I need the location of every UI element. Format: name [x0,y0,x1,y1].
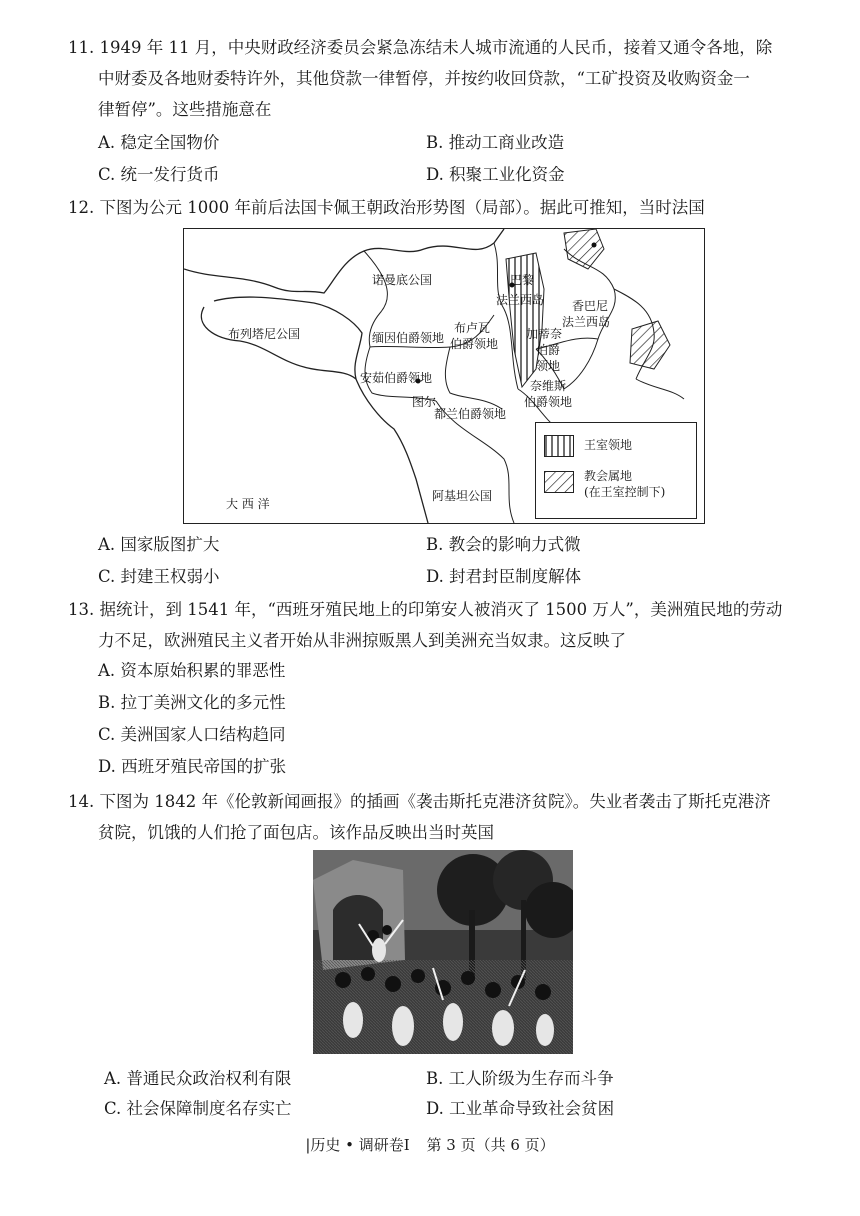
question-14-options-row-2 [98,1094,798,1124]
map-label-gatinais-3: 领地 [536,359,561,373]
map-label-atlantic: 大 西 洋 [226,497,270,511]
question-14-option-b: B. 工人阶级为生存而斗争 [426,1069,614,1088]
page-footer [0,1134,860,1155]
legend-church-note: (在王室控制下) [584,485,666,499]
question-14-options-row-1 [98,1064,798,1094]
question-11-option-b: B. 推动工商业改造 [426,133,565,152]
question-12-option-a: A. 国家版图扩大 [98,535,220,554]
question-14-option-d: D. 工业革命导致社会贫困 [426,1099,615,1118]
vertical-stripe-swatch-icon [544,435,574,457]
capetian-france-map [183,228,705,524]
map-label-nevers-1: 奈维斯 [530,379,567,393]
question-11-option-a: A. 稳定全国物价 [98,133,220,152]
legend-royal-label: 王室领地 [584,438,633,452]
map-label-tours: 图尔 [412,395,437,409]
question-12-option-d: D. 封君封臣制度解体 [426,567,582,586]
question-14-option-a: A. 普通民众政治权利有限 [104,1069,292,1088]
question-13-line-2: 力不足，欧洲殖民主义者开始从非洲掠贩黑人到美洲充当奴隶。这反映了 [98,631,626,650]
map-label-anjou: 安茹伯爵领地 [360,371,433,385]
question-12-option-b: B. 教会的影响力式微 [426,535,581,554]
question-12-stem [68,192,796,223]
question-11-option-d: D. 积聚工业化资金 [426,165,565,184]
question-14-stem [68,786,796,848]
question-13-option-d: D. 西班牙殖民帝国的扩张 [98,757,287,776]
question-11-stem [68,32,796,125]
question-11-options-row-2 [98,160,798,190]
diagonal-stripe-swatch-icon [544,471,574,493]
map-label-touraine: 都兰伯爵领地 [434,407,507,421]
question-11-line-2: 中财委及各地财委特许外，其他贷款一律暂停，并按约收回贷款，“工矿投资及收购资金一 [98,69,750,88]
question-14-line-2: 贫院，饥饿的人们抢了面包店。该作品反映出当时英国 [98,823,494,842]
question-11-options-row-1 [98,128,798,158]
map-label-gatinais-1: 加蒂奈 [526,327,563,341]
question-11-line-3: 律暂停”。这些措施意在 [98,100,272,119]
question-12-line-1: 12. 下图为公元 1000 年前后法国卡佩王朝政治形势图（局部）。据此可推知，当时法国 [68,198,705,217]
map-label-gatinais-2: 伯爵 [536,343,561,357]
footer-page-number: 第 3 页（共 6 页） [426,1136,555,1154]
engraving-image [313,850,573,1054]
question-13-line-1: 13. 据统计，到 1541 年，“西班牙殖民地上的印第安人被消灭了 1500 万人”，美洲殖民地的劳动 [68,600,783,619]
legend-church-label: 教会属地 [584,469,633,483]
question-12-options-row-2 [98,562,798,592]
map-label-ile-de-france: 法兰西岛 [496,293,545,307]
footer-subject: |历史 • 调研卷Ⅰ [305,1136,410,1154]
map-label-brittany: 布列塔尼公国 [228,327,301,341]
question-13-stem [68,594,796,656]
map-label-normandy: 诺曼底公国 [372,273,433,287]
map-label-nevers-2: 伯爵领地 [524,395,573,409]
question-12-option-c: C. 封建王权弱小 [98,567,220,586]
map-label-blois-2: 伯爵领地 [450,337,499,351]
map-label-blois: 布卢瓦 [454,321,491,335]
map-label-champagne-2: 法兰西岛 [562,315,611,329]
question-14-option-c: C. 社会保障制度名存实亡 [104,1099,292,1118]
question-13-option-c: C. 美洲国家人口结构趋同 [98,725,286,744]
map-label-maine: 缅因伯爵领地 [372,331,445,345]
question-13-option-a: A. 资本原始积累的罪恶性 [98,661,286,680]
map-label-paris: 巴黎 [510,273,535,287]
question-11-line-1: 11. 1949 年 11 月，中央财政经济委员会紧急冻结未人城市流通的人民币，接着又通令各地，除 [68,38,773,57]
question-11-option-c: C. 统一发行货币 [98,165,220,184]
map-legend [535,422,697,519]
question-13-option-b: B. 拉丁美洲文化的多元性 [98,693,286,712]
stockport-workhouse-illustration [313,850,573,1054]
map-label-champagne-1: 香巴尼 [572,299,609,313]
question-14-line-1: 14. 下图为 1842 年《伦敦新闻画报》的插画《袭击斯托克港济贫院》。失业者袭击了斯托克港济 [68,792,771,811]
question-12-options-row-1 [98,530,798,560]
map-label-aquitaine: 阿基坦公国 [432,489,493,503]
